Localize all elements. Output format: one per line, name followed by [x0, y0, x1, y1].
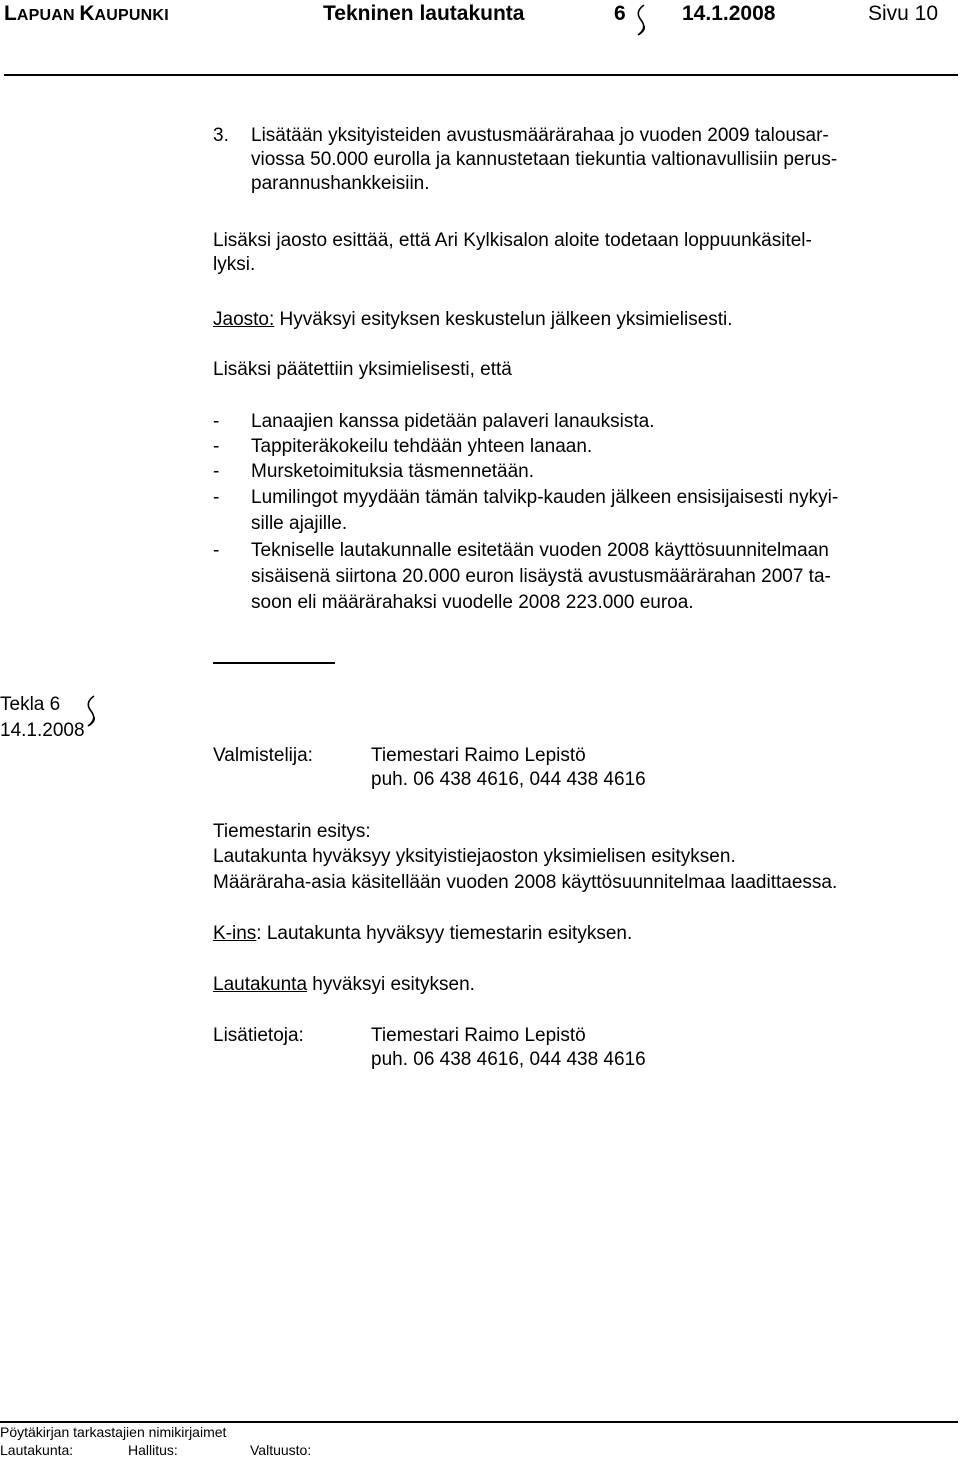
header-date: 14.1.2008: [682, 2, 776, 25]
info-phone: puh. 06 438 4616, 044 438 4616: [371, 1049, 646, 1070]
item-number: 3.: [213, 125, 229, 146]
kins-statement: [213, 922, 632, 946]
decision-text: hyväksyi esityksen.: [307, 974, 475, 995]
proposal-block-line-1: Lautakunta hyväksyy yksityistiejaoston yksimielisen esityksen.: [213, 846, 736, 867]
decision-dash-2: -: [213, 436, 220, 457]
proposal-block-title: Tiemestarin esitys:: [213, 821, 371, 842]
decision-dash-1: -: [213, 411, 220, 432]
item-line-3: parannushankkeisiin.: [251, 173, 430, 194]
section-separator: [213, 662, 335, 664]
header-page: Sivu 10: [868, 2, 939, 25]
decision-3-line-1: Mursketoimituksia täsmennetään.: [251, 461, 535, 482]
footer-hallitus-label: Hallitus:: [128, 1442, 178, 1458]
footer-lautakunta-label: Lautakunta:: [0, 1442, 74, 1458]
paragraph-mark-icon: [84, 695, 98, 735]
side-date: 14.1.2008: [0, 720, 85, 741]
decision-dash-4: -: [213, 487, 220, 508]
header-section: 6: [614, 2, 626, 25]
preparer-phone: puh. 06 438 4616, 044 438 4616: [371, 769, 646, 790]
decision-4-line-2: sille ajajille.: [251, 513, 348, 534]
header-org-initial-1: L: [4, 2, 17, 25]
proposal-block-line-2: Määräraha-asia käsitellään vuoden 2008 käyttösuunnitelmaa laadittaessa.: [213, 872, 838, 893]
footer-initials-label: Pöytäkirjan tarkastajien nimikirjaimet: [0, 1424, 227, 1440]
decided-intro: Lisäksi päätettiin yksimielisesti, että: [213, 359, 512, 380]
kins-label: K-ins: [213, 923, 257, 944]
jaosto-label: Jaosto:: [213, 309, 275, 330]
proposal-line-1: Lisäksi jaosto esittää, että Ari Kylkisalon aloite todetaan loppuunkäsitel-: [213, 230, 812, 251]
decision-statement: [213, 973, 475, 997]
kins-text: : Lautakunta hyväksyy tiemestarin esityksen.: [256, 923, 633, 944]
decision-dash-3: -: [213, 461, 220, 482]
footer-rule: [0, 1421, 958, 1423]
header-org-rest-1: APUAN: [16, 7, 80, 24]
decision-2-line-1: Tappiteräkokeilu tehdään yhteen lanaan.: [251, 436, 593, 457]
decision-label: Lautakunta: [213, 974, 308, 995]
header-body: Tekninen lautakunta: [323, 2, 525, 25]
header-org: [4, 2, 169, 28]
preparer-label: Valmistelija:: [213, 745, 313, 766]
decision-5-line-1: Tekniselle lautakunnalle esitetään vuoden 2008 käyttösuunnitelmaan: [251, 540, 829, 561]
decision-dash-5: -: [213, 540, 220, 561]
jaosto-decision: [213, 308, 733, 332]
decision-5-line-3: soon eli määrärahaksi vuodelle 2008 223.000 euroa.: [251, 592, 694, 613]
side-section-label: Tekla 6: [0, 694, 61, 715]
item-line-1: Lisätään yksityisteiden avustusmäärärahaa jo vuoden 2009 talousar-: [251, 125, 829, 146]
preparer-name: Tiemestari Raimo Lepistö: [371, 745, 586, 766]
paragraph-mark-icon: [634, 4, 648, 44]
header-org-rest-2: AUPUNKI: [94, 7, 169, 24]
header-org-initial-2: K: [79, 2, 95, 25]
header-rule: [4, 74, 958, 76]
decision-4-line-1: Lumilingot myydään tämän talvikp-kauden jälkeen ensisijaisesti nykyi-: [251, 487, 839, 508]
item-line-2: viossa 50.000 eurolla ja kannustetaan tiekuntia valtionavullisiin perus-: [251, 149, 838, 170]
info-name: Tiemestari Raimo Lepistö: [371, 1025, 586, 1046]
decision-1-line-1: Lanaajien kanssa pidetään palaveri lanauksista.: [251, 411, 655, 432]
footer-valtuusto-label: Valtuusto:: [250, 1442, 312, 1458]
proposal-line-2: lyksi.: [213, 254, 256, 275]
jaosto-text: Hyväksyi esityksen keskustelun jälkeen yksimielisesti.: [274, 309, 733, 330]
info-label: Lisätietoja:: [213, 1025, 304, 1046]
decision-5-line-2: sisäisenä siirtona 20.000 euron lisäystä avustusmäärärahan 2007 ta-: [251, 566, 831, 587]
